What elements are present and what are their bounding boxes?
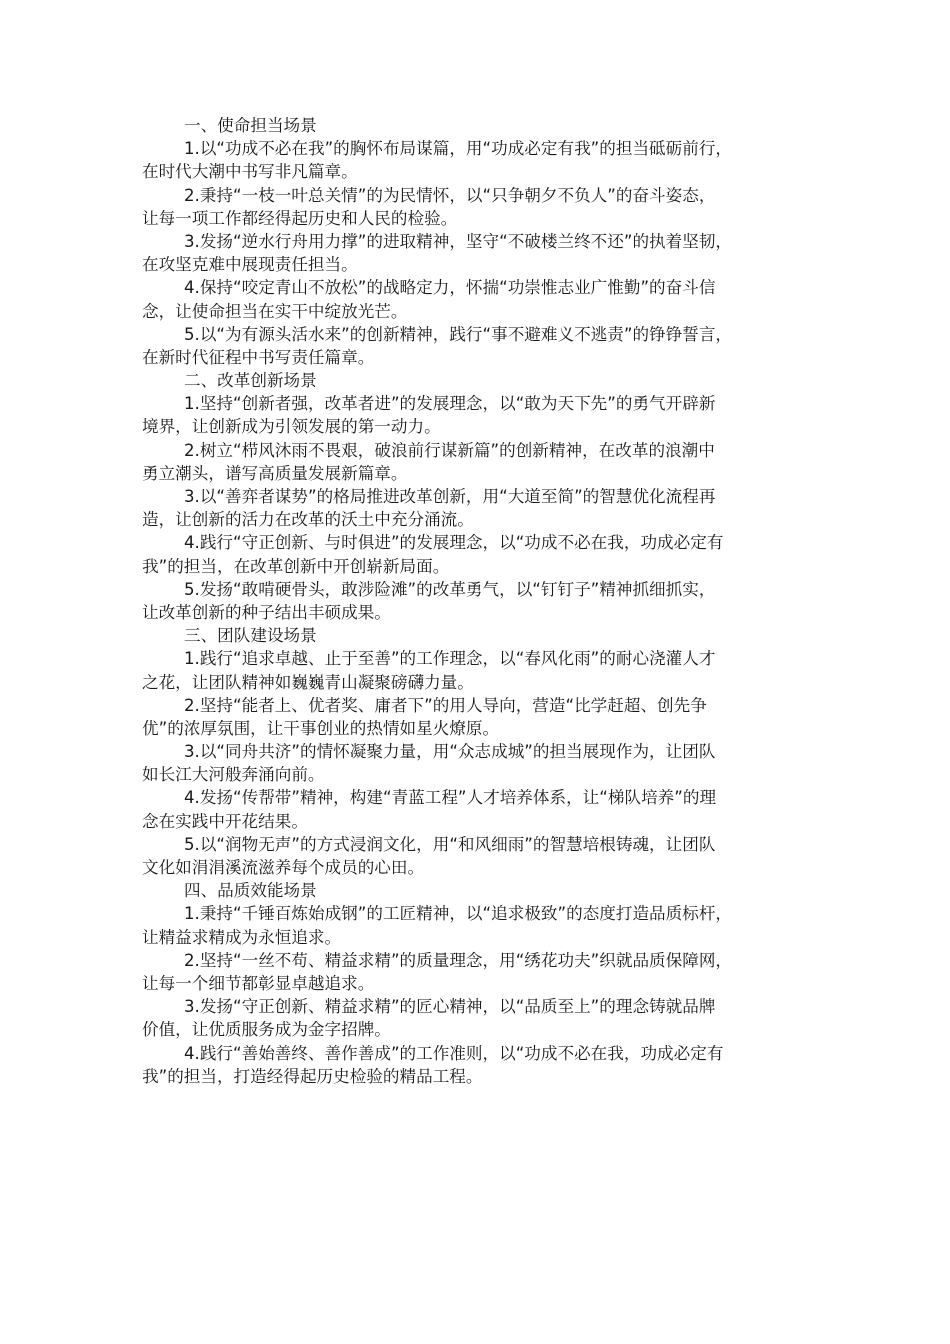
paragraph-continuation: 优”的浓厚氛围，让干事创业的热情如星火燎原。 [142, 718, 500, 738]
paragraph-continuation: 念，让使命担当在实干中绽放光芒。 [142, 301, 408, 321]
paragraph-line: 3.发扬“逆水行舟用力撑”的进取精神，坚守“不破楼兰终不还”的执着坚韧， [184, 231, 733, 251]
paragraph-line: 5.发扬“敢啃硬骨头，敢涉险滩”的改革勇气，以“钉钉子”精神抓细抓实， [184, 579, 716, 599]
paragraph-line: 5.以“润物无声”的方式浸润文化，用“和风细雨”的智慧培根铸魂，让团队 [184, 834, 716, 854]
paragraph-continuation: 如长江大河般奔涌向前。 [142, 765, 325, 785]
paragraph-continuation: 让每一项工作都经得起历史和人民的检验。 [142, 208, 458, 228]
paragraph-line: 1.秉持“千锤百炼始成钢”的工匠精神，以“追求极致”的态度打造品质标杆， [184, 904, 733, 924]
paragraph-line: 3.以“同舟共济”的情怀凝聚力量，用“众志成城”的担当展现作为，让团队 [184, 742, 716, 762]
paragraph-line: 1.以“功成不必在我”的胸怀布局谋篇，用“功成必定有我”的担当砥砺前行， [184, 139, 733, 159]
paragraph-line: 5.以“为有源头活水来”的创新精神，践行“事不避难义不逃责”的铮铮誓言， [184, 324, 733, 344]
paragraph-line: 3.发扬“守正创新、精益求精”的匠心精神，以“品质至上”的理念铸就品牌 [184, 997, 716, 1017]
paragraph-line: 2.坚持“能者上、优者奖、庸者下”的用人导向，营造“比学赶超、创先争 [184, 695, 707, 715]
paragraph-continuation: 在攻坚克难中展现责任担当。 [142, 255, 358, 275]
paragraph-continuation: 在新时代征程中书写责任篇章。 [142, 347, 375, 367]
paragraph-line: 1.坚持“创新者强，改革者进”的发展理念，以“敢为天下先”的勇气开辟新 [184, 394, 716, 414]
section-heading: 二、改革创新场景 [184, 371, 317, 391]
paragraph-continuation: 境界，让创新成为引领发展的第一动力。 [142, 417, 441, 437]
paragraph-continuation: 价值，让优质服务成为金字招牌。 [142, 1020, 391, 1040]
paragraph-continuation: 让改革创新的种子结出丰硕成果。 [142, 602, 391, 622]
paragraph-continuation: 在时代大潮中书写非凡篇章。 [142, 162, 358, 182]
paragraph-continuation: 让每一个细节都彰显卓越追求。 [142, 973, 375, 993]
paragraph-continuation: 念在实践中开花结果。 [142, 811, 308, 831]
paragraph-line: 4.发扬“传帮带”精神，构建“青蓝工程”人才培养体系，让“梯队培养”的理 [184, 788, 717, 808]
paragraph-continuation: 之花，让团队精神如巍巍青山凝聚磅礴力量。 [142, 672, 474, 692]
paragraph-line: 3.以“善弈者谋势”的格局推进改革创新，用“大道至简”的智慧优化流程再 [184, 487, 716, 506]
paragraph-continuation: 我”的担当，在改革创新中开创崭新局面。 [142, 556, 450, 576]
paragraph-continuation: 造，让创新的活力在改革的沃土中充分涌流。 [142, 510, 474, 530]
section-heading: 四、品质效能场景 [184, 881, 317, 901]
paragraph-line: 2.秉持“一枝一叶总关情”的为民情怀，以“只争朝夕不负人”的奋斗姿态， [184, 185, 716, 205]
paragraph-line: 4.保持“咬定青山不放松”的战略定力，怀揣“功崇惟志业广惟勤”的奋斗信 [184, 278, 716, 298]
paragraph-line: 2.坚持“一丝不苟、精益求精”的质量理念，用“绣花功夫”织就品质保障网， [184, 950, 733, 970]
paragraph-line: 1.践行“追求卓越、止于至善”的工作理念，以“春风化雨”的耐心浇灌人才 [184, 649, 716, 669]
paragraph-continuation: 勇立潮头，谱写高质量发展新篇章。 [142, 463, 408, 483]
paragraph-continuation: 让精益求精成为永恒追求。 [142, 927, 342, 947]
paragraph-line: 2.树立“栉风沐雨不畏艰，破浪前行谋新篇”的创新精神，在改革的浪潮中 [184, 440, 715, 460]
paragraph-continuation: 我”的担当，打造经得起历史检验的精品工程。 [142, 1066, 483, 1086]
paragraph-line: 4.践行“善始善终、善作善成”的工作准则，以“功成不必在我，功成必定有 [184, 1043, 724, 1063]
document-body [142, 114, 827, 1088]
section-heading: 一、使命担当场景 [184, 116, 317, 135]
section-heading: 三、团队建设场景 [184, 626, 317, 646]
paragraph-line: 4.践行“守正创新、与时俱进”的发展理念，以“功成不必在我，功成必定有 [184, 533, 724, 553]
paragraph-continuation: 文化如涓涓溪流滋养每个成员的心田。 [142, 858, 425, 877]
